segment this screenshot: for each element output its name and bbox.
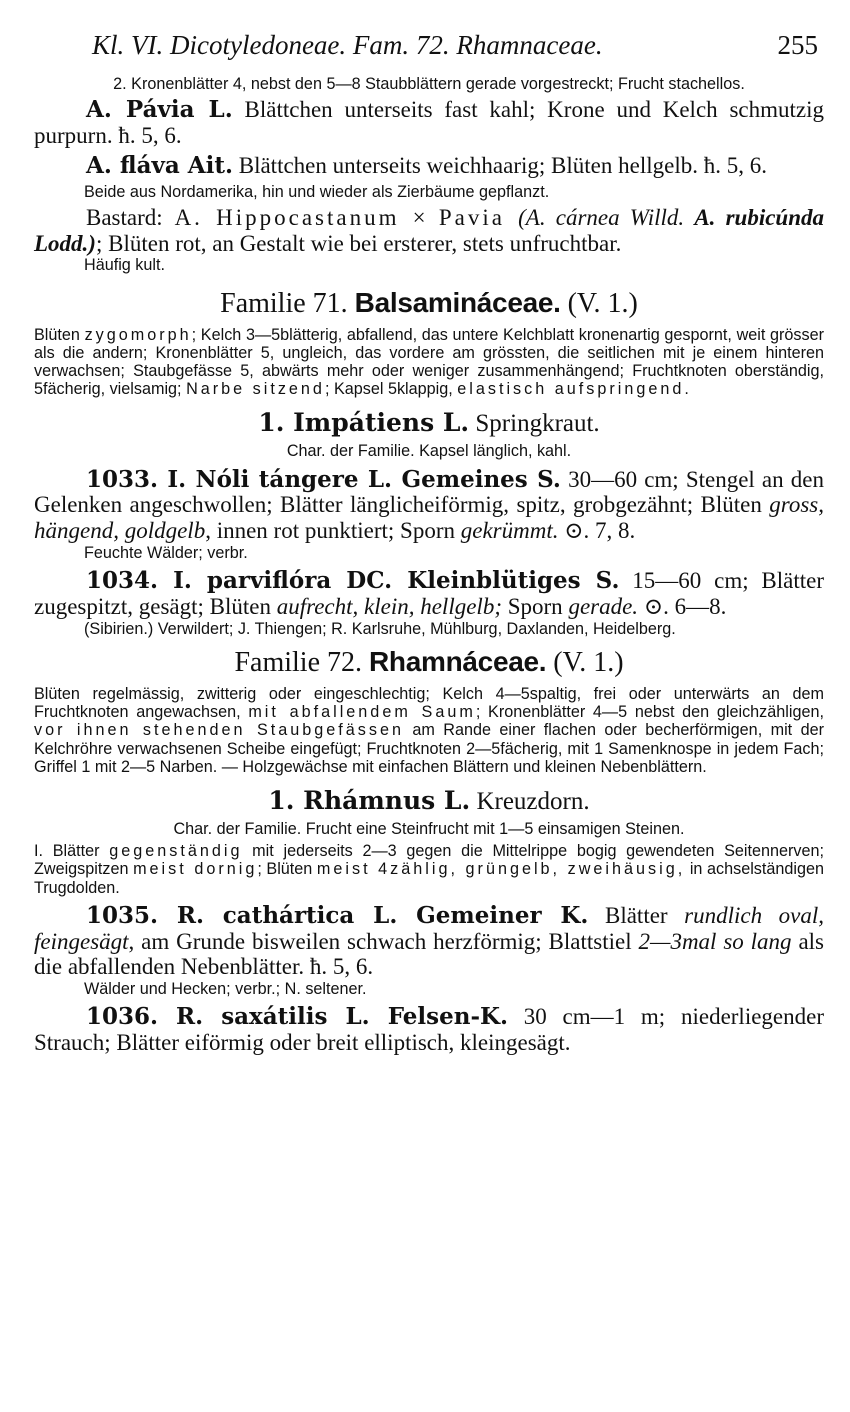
desc-part: ; Kelch 3—5blätterig, abfallend, das untere Kelchblatt kronenartig gespornt, weit grösser als die andern; Kronenblätter 5, ungleich, das vordere am grössten, die seitlichen mit je einem hinteren verwachsen; Staubgefässe 5, abwärts mehr oder weniger zusammenhängend; Fruchtknoten oberständig, 5fächerig, vielsamig; bbox=[34, 325, 824, 399]
desc-part: ; Kapsel 5klappig, bbox=[324, 380, 458, 399]
species-name: 1035. R. cathártica L. bbox=[86, 901, 398, 929]
habitat-1033: Feuchte Wälder; verbr. bbox=[84, 544, 248, 562]
species-common: Felsen-K. bbox=[369, 1003, 508, 1031]
genus-rhamnus-heading bbox=[34, 786, 824, 816]
family-71-heading bbox=[34, 287, 824, 320]
genus-impatiens-heading bbox=[34, 408, 824, 438]
desc-spaced: elastisch aufspringend bbox=[457, 380, 685, 399]
bastard-text: ; Blüten rot, an Gestalt wie bei ersterer, stets unfruchtbar. bbox=[95, 230, 622, 256]
key-part: mit jederseits 2—3 gegen die Mittelrippe bogig gewendeten Seitennerven; Zweigspitzen bbox=[34, 842, 824, 879]
key-spaced: meist dornig bbox=[133, 860, 258, 879]
family-class: (V. 1.) bbox=[546, 647, 624, 678]
desc-spaced: vor ihnen stehenden Staubgefässen bbox=[34, 721, 404, 740]
family-71-description bbox=[34, 326, 824, 399]
species-common: Kleinblütiges S. bbox=[392, 567, 620, 595]
genus-name: 1. Impátiens L. bbox=[258, 408, 470, 438]
species-italic: rundlich oval, feingesägt bbox=[34, 902, 824, 954]
species-text: , am Grunde bisweilen schwach herzförmig; Blattstiel bbox=[128, 928, 639, 954]
species-italic: gerade. bbox=[568, 594, 639, 619]
species-name: 1033. I. Nóli tángere L. bbox=[86, 465, 393, 493]
species-text: ⊙. 6—8. bbox=[638, 594, 727, 619]
species-1036 bbox=[34, 1004, 824, 1056]
key-part: in achselständigen Trugdolden. bbox=[34, 860, 825, 897]
species-text: 30 cm—1 m; niederliegender Strauch; Blätter eiförmig oder breit elliptisch, kleingesägt. bbox=[34, 1004, 824, 1056]
genus-common: Springkraut. bbox=[469, 410, 600, 438]
species-text: , innen rot punktiert; Sporn bbox=[205, 518, 461, 544]
desc-part: . bbox=[684, 380, 689, 399]
desc-spaced: mit abfallendem Saum bbox=[248, 703, 476, 722]
species-name: 1036. R. saxátilis L. bbox=[86, 1003, 370, 1031]
key-spaced: meist 4zählig, grüngelb, zweihäusig, bbox=[316, 860, 686, 879]
species-name: 1034. I. parviflóra DC. bbox=[86, 567, 393, 595]
family-name: Balsamináceae. bbox=[354, 286, 561, 318]
species-common: Gemeines S. bbox=[392, 465, 561, 493]
family-72-description bbox=[34, 685, 824, 776]
desc-part: Blüten bbox=[34, 325, 85, 344]
species-name: A. Pávia L. bbox=[86, 96, 233, 124]
family-72-heading bbox=[34, 646, 824, 679]
species-name: A. fláva Ait. bbox=[86, 151, 233, 179]
genus-common: Kreuzdorn. bbox=[470, 788, 590, 816]
desc-spaced: Narbe sitzend bbox=[186, 380, 325, 399]
habitat-1034: (Sibirien.) Verwildert; J. Thiengen; R. Karlsruhe, Mühlburg, Daxlanden, Heidelberg. bbox=[84, 619, 676, 638]
species-common: Gemeiner K. bbox=[397, 901, 589, 929]
species-text: Blättchen unterseits fast kahl; Krone und Kelch schmutzig purpurn. ħ. 5, 6. bbox=[34, 97, 824, 148]
species-italic: gross, hängend, goldgelb bbox=[34, 492, 824, 544]
note-haeufig: Häufig kult. bbox=[84, 256, 165, 275]
running-header bbox=[34, 30, 824, 61]
key-part: ; Blüten bbox=[257, 860, 317, 879]
key-part: I. Blätter bbox=[34, 842, 110, 861]
times-sign: × bbox=[412, 204, 426, 230]
bastard-cross2: Pavia bbox=[425, 204, 519, 230]
genus-name: 1. Rhámnus L. bbox=[268, 786, 471, 816]
species-text: als die abfallenden Nebenblätter. ħ. 5, 6. bbox=[34, 928, 824, 980]
desc-part: ; Kronenblätter 4—5 nebst den gleichzähligen, bbox=[475, 703, 824, 722]
bastard-entry bbox=[34, 205, 824, 257]
species-text: 30—60 cm; Stengel an den Gelenken angeschwollen; Blätter länglicheiförmig, spitz, grobgezähnt; Blüten bbox=[34, 466, 824, 518]
key-entry-2: 2. Kronenblätter 4, nebst den 5—8 Staubblättern gerade vorgestreckt; Frucht stachellos. bbox=[113, 75, 745, 93]
species-1035 bbox=[34, 903, 824, 980]
desc-spaced: zygomorph bbox=[84, 325, 192, 344]
species-text: ⊙. 7, 8. bbox=[558, 518, 636, 544]
key-spaced: gegenständig bbox=[109, 842, 243, 861]
species-flava bbox=[34, 153, 824, 179]
genus-char: Char. der Familie. Frucht eine Steinfrucht mit 1—5 einsamigen Steinen. bbox=[173, 820, 685, 839]
species-italic: 2—3mal so lang bbox=[638, 928, 792, 954]
header-title: Kl. VI. Dicotyledoneae. Fam. 72. Rhamnaceae. bbox=[92, 30, 603, 60]
key-entry-I bbox=[34, 842, 824, 897]
synonym-1: (A. cárnea Willd. bbox=[518, 204, 685, 230]
species-text: Blätter bbox=[588, 902, 685, 928]
species-text: Blättchen unterseits weichhaarig; Blüten hellgelb. ħ. 5, 6. bbox=[232, 152, 767, 178]
family-label: Familie 72. bbox=[234, 647, 370, 678]
species-1034 bbox=[34, 568, 824, 620]
bastard-label: Bastard: bbox=[86, 204, 163, 230]
bastard-cross1: A. Hippocastanum bbox=[162, 204, 413, 230]
habitat-1035: Wälder und Hecken; verbr.; N. seltener. bbox=[84, 980, 367, 999]
species-1033 bbox=[34, 467, 824, 544]
synonym-2: A. rubicúnda Lodd.) bbox=[34, 204, 825, 256]
species-text: Sporn bbox=[501, 594, 569, 619]
species-pavia bbox=[34, 97, 824, 149]
species-italic: aufrecht, klein, hellgelb; bbox=[276, 594, 502, 619]
species-italic: gekrümmt. bbox=[460, 518, 559, 544]
desc-part: Blüten regelmässig, zwitterig oder eingeschlechtig; Kelch 4—5spaltig, frei oder unterwärts an dem Fruchtknoten angewachsen, bbox=[34, 685, 824, 722]
page-number: 255 bbox=[777, 30, 818, 60]
family-label: Familie 71. bbox=[220, 287, 355, 319]
family-name: Rhamnáceae. bbox=[369, 646, 547, 677]
genus-char: Char. der Familie. Kapsel länglich, kahl. bbox=[286, 442, 572, 461]
note-beide: Beide aus Nordamerika, hin und wieder als Zierbäume gepflanzt. bbox=[84, 182, 550, 201]
species-text: 15—60 cm; Blätter zugespitzt, gesägt; Blüten bbox=[34, 568, 825, 619]
desc-part: am Rande einer flachen oder becherförmigen, mit der Kelchröhre verwachsenen Scheibe eingefügt; Fruchtknoten 2—5fächerig, mit 1 Samenknospe in jedem Fach; Griffel 1 mit 2—5 Narben. — Holzgewächse mit einfachen Blättern und kleinen Nebenblättern. bbox=[34, 721, 824, 776]
family-class: (V. 1.) bbox=[560, 287, 638, 319]
